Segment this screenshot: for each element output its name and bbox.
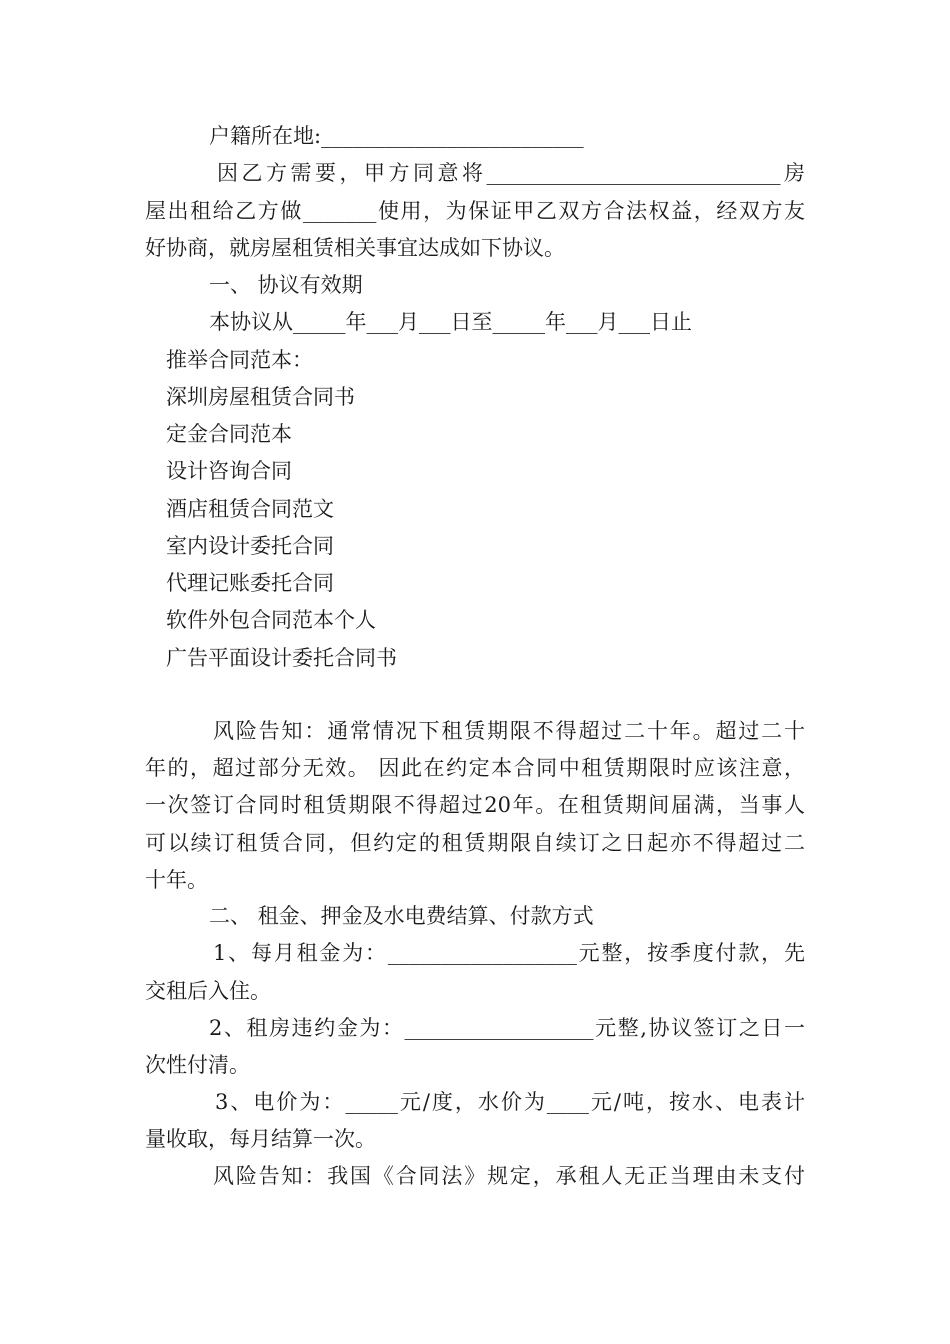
risk-notice-1-line-3: 一次签订合同时租赁期限不得超过20年。在租赁期间届满，当事人 <box>145 793 805 817</box>
household-registration-line: 户籍所在地:_________________________ <box>209 124 584 148</box>
recommendation-item: 广告平面设计委托合同书 <box>166 646 397 670</box>
intro-line-3: 好协商，就房屋租赁相关事宜达成如下协议。 <box>145 236 565 260</box>
risk-notice-2-line-1: 风险告知：我国《合同法》规定，承租人无正当理由未支付 <box>213 1164 805 1188</box>
risk-notice-1-line-2: 年的，超过部分无效。 因此在约定本合同中租赁期限时应该注意， <box>145 756 805 780</box>
intro-line-2: 屋出租给乙方做_______使用，为保证甲乙双方合法权益，经双方友 <box>145 199 805 223</box>
recommendation-item: 酒店租赁合同范文 <box>166 497 334 521</box>
recommendation-item: 软件外包合同范本个人 <box>166 608 376 632</box>
risk-notice-1-line-5: 十年。 <box>145 868 208 892</box>
penalty-item-line-2: 次性付清。 <box>145 1053 250 1077</box>
rent-item-line-2: 交租后入住。 <box>145 979 271 1003</box>
recommendation-item: 室内设计委托合同 <box>166 534 334 558</box>
utility-item-line-2: 量收取，每月结算一次。 <box>145 1127 376 1151</box>
risk-notice-1-line-4: 可以续订租赁合同，但约定的租赁期限自续订之日起亦不得超过二 <box>145 831 805 855</box>
section-1-heading: 一、 协议有效期 <box>209 273 363 297</box>
recommendation-item: 深圳房屋租赁合同书 <box>166 385 355 409</box>
recommendation-item: 代理记账委托合同 <box>166 571 334 595</box>
utility-item-line-1: 3、电价为：_____元/度，水价为____元/吨，按水、电表计 <box>215 1090 805 1114</box>
rent-item-line-1: 1、每月租金为：__________________元整，按季度付款，先 <box>213 941 805 965</box>
penalty-item-line-1: 2、租房违约金为：__________________元整,协议签订之日一 <box>209 1016 805 1040</box>
agreement-term-line: 本协议从_____年___月___日至_____年___月___日止 <box>209 310 692 334</box>
intro-line-1: 因乙方需要，甲方同意将____________________________房 <box>217 161 805 185</box>
recommendation-item: 设计咨询合同 <box>166 459 292 483</box>
risk-notice-1-line-1: 风险告知：通常情况下租赁期限不得超过二十年。超过二十 <box>213 719 805 743</box>
recommendations-title: 推举合同范本： <box>166 348 313 372</box>
recommendation-item: 定金合同范本 <box>166 422 292 446</box>
section-2-heading: 二、 租金、押金及水电费结算、付款方式 <box>209 904 594 928</box>
